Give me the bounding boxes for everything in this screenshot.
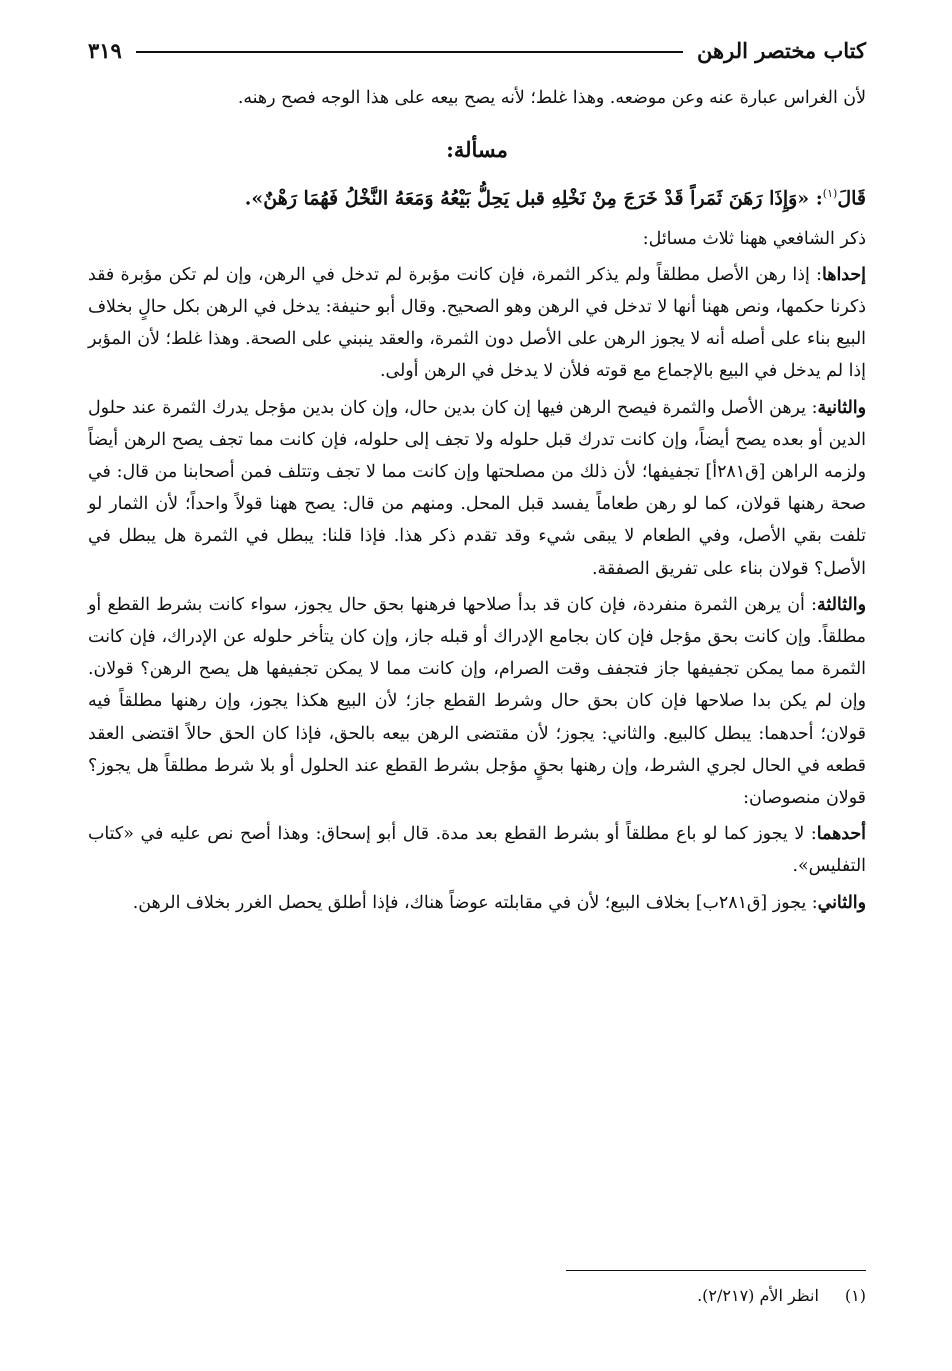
quote-text: : «وَإِذَا رَهَنَ ثَمَراً قَدْ خَرَجَ مِنْ نَخْلِهِ قبل يَحِلُّ بَيْعُهُ وَمَعَهُ النَّخْلُ فَهُمَا رَهْنٌ». [244, 187, 823, 210]
paragraph-first [88, 259, 866, 388]
paragraph-third [88, 589, 866, 814]
paragraph-lead: إحداها [821, 264, 866, 285]
quote-line [88, 176, 866, 216]
footnote-rule-line [566, 1270, 866, 1271]
paragraph-text: : إذا رهن الأصل مطلقاً ولم يذكر الثمرة، فإن كانت مؤبرة لم تدخل في الرهن، وإن لم تكن مؤبرة فقد ذكرنا حكمها، ونص ههنا أنها لا تدخل في الرهن وهو الصحيح. وقال أبو حنيفة: يدخل في الرهن بكل حالٍ بخلاف البيع بناء على أصله أنه لا يجوز الرهن على الأصل دون الثمرة، والعقد ينبني على الصحة. وهذا غلط؛ لأن المؤبر إذا لم يدخل في البيع بالإجماع مع قوته فلأن لا يدخل في الرهن أولى. [88, 264, 866, 382]
intro-line: ذكر الشافعي ههنا ثلاث مسائل: [642, 228, 866, 249]
paragraph-text: : أن يرهن الثمرة منفردة، فإن كان قد بدأ صلاحها فرهنها بحق حال يجوز، سواء كانت بشرط القطع أو مطلقاً. وإن كانت بحق مؤجل فإن كان بجامع الإدراك أو قبله جاز، وإن كان يتأخر حلوله عن الإدراك، فإن كانت الثمرة مما يمكن تجفيفها جاز فتجفف وقت الصرام، وإن كانت مما لا يمكن تجفيفها هل يصح الرهن؟ قولان. وإن لم يكن بدا صلاحها فإن كان بحق حال وشرط القطع جاز؛ لأن البيع هكذا يجوز، وإن رهنها مطلقاً فيه قولان؛ أحدهما: يبطل كالبيع. والثاني: يجوز؛ لأن مقتضى الرهن بيعه بالحق، فإذا كان الحق حالاً اقتضى العقد قطعه في الحال لجري الشرط، وإن رهنها بحقٍ مؤجل بشرط القطع عند الحلول أو بلا شرط مطلقاً هل يجوز؟ قولان منصوصان: [88, 594, 866, 808]
footnote-text: انظر الأم (٢/٢١٧). [697, 1286, 819, 1305]
paragraph-opinion-one [88, 818, 866, 882]
section-heading: مسألة: [446, 137, 508, 163]
footnote-marker: (١) [844, 1286, 866, 1305]
paragraph-second [88, 392, 866, 585]
running-head [88, 30, 866, 70]
paragraph-opinion-two [88, 887, 866, 919]
paragraph-text: : يجوز [ق٢٨١ب] بخلاف البيع؛ لأن في مقابلته عوضاً هناك، فإذا أطلق يحصل الغرر بخلاف الرهن. [132, 892, 818, 913]
paragraph-lead: والثاني [817, 892, 866, 913]
paragraph-lead: والثالثة [817, 594, 866, 615]
footnote-separator [88, 1270, 866, 1271]
paragraph-lead: أحدهما [816, 824, 866, 845]
paragraph-text: : لا يجوز كما لو باع مطلقاً أو بشرط القطع بعد مدة. قال أبو إسحاق: وهذا أصح نص عليه في «كتاب التفليس». [88, 824, 866, 877]
quote-prefix: قَالَ [837, 187, 866, 210]
paragraph-text: : يرهن الأصل والثمرة فيصح الرهن فيها إن كان بدين حال، وإن كان بدين مؤجل يدرك الثمرة عند حلول الدين أو بعده يصح أيضاً، وإن كانت تدرك قبل حلوله ولا تجف إلى حلوله، فإن كانت مما تجف يصح الرهن أيضاً ولزمه الراهن [ق٢٨١أ] تجفيفها؛ لأن ذلك من مصلحتها وإن كانت مما لا تجف وتتلف فمن أصحابنا من قال: في صحة رهنها قولان، كما لو رهن طعاماً يفسد قبل المحل. ومنهم من قال: يصح ههنا قولاً واحداً؛ لأن الثمار لو تلفت بقي الأصل، وفي الطعام لا يبقى شيء وقد تقدم ذكر هذا. فإذا قلنا: يبطل في الثمرة هل يبطل في الأصل؟ قولان بناء على تفريق الصفقة. [88, 397, 866, 579]
paragraph-lead: والثانية [817, 397, 866, 418]
page-body [88, 30, 866, 919]
opening-paragraph: لأن الغراس عبارة عنه وعن موضعه. وهذا غلط؛ لأنه يصح بيعه على هذا الوجه فصح رهنه. [237, 88, 866, 108]
header-rule [136, 51, 683, 53]
book-title: كتاب مختصر الرهن [697, 37, 866, 63]
page-number: ٣١٩ [88, 37, 122, 63]
footnote-reference: (١) [822, 187, 838, 201]
footnote [88, 1283, 866, 1309]
